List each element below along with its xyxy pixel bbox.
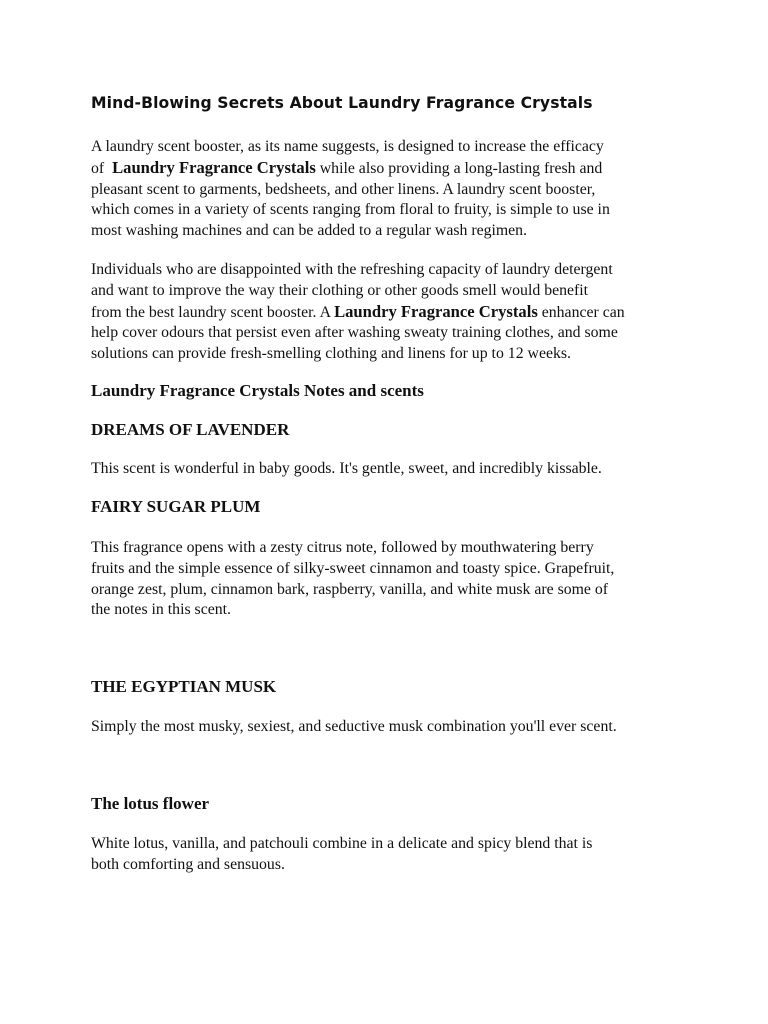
keyword-laundry-fragrance-crystals: Laundry Fragrance Crystals (112, 157, 316, 177)
scent-heading-lavender: DREAMS OF LAVENDER (91, 420, 290, 439)
keyword-laundry-fragrance-crystals: Laundry Fragrance Crystals (334, 301, 538, 321)
scent-text-egyptian-musk (91, 717, 691, 738)
benefits-line-3 (91, 302, 691, 324)
scent-text-lavender (91, 459, 691, 480)
benefits-paragraph (91, 260, 691, 365)
notes-heading: Laundry Fragrance Crystals Notes and scents (91, 381, 424, 400)
scent-heading-egyptian-musk: THE EGYPTIAN MUSK (91, 677, 277, 696)
sugar-plum-line-1: This fragrance opens with a zesty citrus note, followed by mouthwatering berry (91, 539, 594, 556)
intro-line-3: pleasant scent to garments, bedsheets, and other linens. A laundry scent booster, (91, 180, 596, 198)
egyptian-musk-line-1: Simply the most musky, sexiest, and seductive musk combination you'll ever scent. (91, 718, 617, 735)
scent-text-sugar-plum (91, 538, 691, 621)
lotus-line-2: both comforting and sensuous. (91, 855, 285, 873)
sugar-plum-line-3: orange zest, plum, cinnamon bark, raspberry, vanilla, and white musk are some of (91, 580, 609, 598)
sugar-plum-line-2: fruits and the simple essence of silky-sweet cinnamon and toasty spice. Grapefruit, (91, 559, 615, 577)
sugar-plum-line-4: the notes in this scent. (91, 601, 231, 619)
benefits-line-2: and want to improve the way their clothing or other goods smell would benefit (91, 281, 589, 299)
benefits-line-3-suffix: enhancer can (541, 303, 625, 321)
intro-line-2-suffix: while also providing a long-lasting fresh and (319, 159, 603, 177)
scent-text-lotus (91, 834, 691, 876)
scent-heading-lotus: The lotus flower (91, 794, 210, 813)
benefits-line-3-prefix: from the best laundry scent booster. A (91, 303, 331, 321)
page-title: Mind-Blowing Secrets About Laundry Fragrance Crystals (91, 94, 593, 112)
intro-paragraph (91, 137, 691, 242)
benefits-line-5: solutions can provide fresh-smelling clothing and linens for up to 12 weeks. (91, 345, 571, 363)
intro-line-2 (91, 158, 691, 180)
benefits-line-1: Individuals who are disappointed with the refreshing capacity of laundry detergent (91, 261, 613, 278)
intro-line-1: A laundry scent booster, as its name suggests, is designed to increase the efficacy (91, 138, 604, 155)
benefits-line-4: help cover odours that persist even after washing sweaty training clothes, and some (91, 324, 618, 342)
scent-heading-sugar-plum: FAIRY SUGAR PLUM (91, 497, 261, 516)
lavender-line-1: This scent is wonderful in baby goods. It's gentle, sweet, and incredibly kissable. (91, 460, 602, 477)
intro-line-4: which comes in a variety of scents ranging from floral to fruity, is simple to use in (91, 201, 610, 219)
lotus-line-1: White lotus, vanilla, and patchouli combine in a delicate and spicy blend that is (91, 835, 593, 852)
intro-line-5: most washing machines and can be added to a regular wash regimen. (91, 222, 528, 240)
intro-line-2-prefix: of (91, 159, 105, 177)
